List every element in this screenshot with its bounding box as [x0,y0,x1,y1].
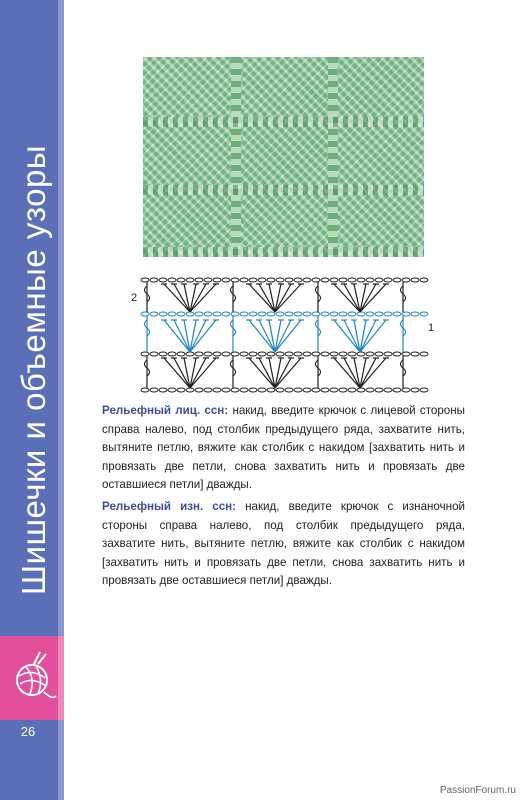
chain-stitch [357,278,365,282]
chain-stitch [231,312,239,316]
chain-stitch [294,278,302,282]
chain-stitch [267,388,275,392]
chart-symbols [141,278,428,392]
chain-stitch [159,352,167,356]
chain-stitch [240,312,248,316]
chain-stitch [141,312,149,316]
description-back-post: накид, введите крючок с изнаночной стороны справа налево, под столбик предыдущего ряда, захватите нить, вытяните петлю, вяжите как столбик с накидом [захватить нить и провязать две петли, снова захватить нить и провязать две оставшиеся петли] дважды. [102,500,465,587]
chain-stitch [231,278,239,282]
chain-stitch [168,278,176,282]
chain-stitch [141,352,149,356]
chain-stitch [186,312,194,316]
chain-stitch [231,352,239,356]
chain-stitch [177,352,185,356]
chain-stitch [213,352,221,356]
paragraph-back-post [102,498,465,591]
chain-stitch [357,312,365,316]
chapter-title: Шишечки и объемные узоры [15,144,52,596]
chain-stitch [240,278,248,282]
chain-stitch [357,388,365,392]
chain-stitch [150,312,158,316]
chain-stitch [312,352,320,356]
chain-stitch [294,312,302,316]
chain-stitch [231,388,239,392]
chain-stitch [411,278,419,282]
chain-stitch [249,312,257,316]
chain-stitch [222,352,230,356]
chain-stitch [339,388,347,392]
chain-stitch [366,312,374,316]
photo-row [143,185,424,195]
chain-stitch [384,312,392,316]
chain-stitch [159,278,167,282]
chain-stitch [357,352,365,356]
chain-stitch [375,352,383,356]
chain-stitch [159,312,167,316]
chain-stitch [294,352,302,356]
chain-stitch [420,312,428,316]
chain-stitch [420,278,428,282]
chain-stitch [195,312,203,316]
chain-stitch [204,388,212,392]
chain-stitch [186,352,194,356]
chain-stitch [168,312,176,316]
term-back-post: Рельефный изн. ссн: [102,500,237,513]
chain-stitch [213,312,221,316]
chain-stitch [177,278,185,282]
page-number: 26 [20,724,36,739]
chain-stitch [177,312,185,316]
photo-row [143,247,424,257]
row-label-1: 1 [428,322,435,334]
chain-stitch [330,388,338,392]
term-front-post: Рельефный лиц. ссн: [102,404,229,417]
chain-stitch [393,388,401,392]
chain-stitch [312,278,320,282]
chain-stitch [267,352,275,356]
chain-stitch [168,388,176,392]
chain-stitch [177,388,185,392]
chain-stitch [348,312,356,316]
chain-stitch [258,312,266,316]
chain-stitch [402,352,410,356]
paragraph-front-post [102,402,465,495]
chain-stitch [375,312,383,316]
chain-stitch [339,278,347,282]
chain-stitch [204,352,212,356]
chain-stitch [393,352,401,356]
chain-stitch [321,352,329,356]
chain-stitch [384,278,392,282]
chain-stitch [186,388,194,392]
chain-stitch [195,388,203,392]
chain-stitch [249,388,257,392]
chain-stitch [213,278,221,282]
chain-stitch [402,388,410,392]
photo-rib [231,57,241,257]
watermark: PassionForum.ru [439,785,516,796]
chain-stitch [258,278,266,282]
chain-stitch [168,352,176,356]
chain-stitch [204,312,212,316]
chain-stitch [330,352,338,356]
chain-stitch [150,352,158,356]
photo-row [143,117,424,127]
chain-stitch [366,352,374,356]
chain-stitch [348,388,356,392]
chain-stitch [294,388,302,392]
chain-stitch [348,278,356,282]
chain-stitch [366,278,374,282]
chain-stitch [276,312,284,316]
chain-stitch [276,352,284,356]
chain-stitch [348,352,356,356]
chain-stitch [375,278,383,282]
chain-stitch [141,388,149,392]
chain-stitch [384,388,392,392]
chain-stitch [258,352,266,356]
chain-stitch [339,312,347,316]
chain-stitch [303,278,311,282]
chain-stitch [393,312,401,316]
chain-stitch [321,278,329,282]
chain-stitch [411,312,419,316]
chain-stitch [420,388,428,392]
chain-stitch [339,352,347,356]
chain-stitch [402,278,410,282]
chain-stitch [213,388,221,392]
chain-stitch [267,312,275,316]
chain-stitch [249,352,257,356]
chain-stitch [312,312,320,316]
crochet-chart [125,272,445,397]
chain-stitch [222,312,230,316]
chain-stitch [285,312,293,316]
chain-stitch [321,312,329,316]
sidebar [0,0,64,800]
photo-rib [328,57,338,257]
chain-stitch [150,388,158,392]
chain-stitch [222,278,230,282]
chain-stitch [285,388,293,392]
chain-stitch [195,278,203,282]
chain-stitch [240,352,248,356]
row-label-2: 2 [131,292,138,304]
chain-stitch [159,388,167,392]
chain-stitch [420,352,428,356]
chain-stitch [186,278,194,282]
chain-stitch [321,388,329,392]
chain-stitch [393,278,401,282]
yarn-ball-icon [10,648,58,708]
chain-stitch [267,278,275,282]
chain-stitch [249,278,257,282]
chain-stitch [303,312,311,316]
chain-stitch [375,388,383,392]
chain-stitch [303,388,311,392]
chain-stitch [330,278,338,282]
pink-stripe [58,636,64,720]
chain-stitch [204,278,212,282]
chain-stitch [222,388,230,392]
chain-stitch [258,388,266,392]
chain-stitch [330,312,338,316]
chain-stitch [402,312,410,316]
chain-stitch [384,352,392,356]
chain-stitch [276,388,284,392]
chain-stitch [276,278,284,282]
chain-stitch [303,352,311,356]
chain-stitch [411,388,419,392]
chain-stitch [240,388,248,392]
chain-stitch [195,352,203,356]
chain-stitch [285,352,293,356]
chain-stitch [366,388,374,392]
chain-stitch [141,278,149,282]
chain-stitch [285,278,293,282]
description-front-post: накид, введите крючок с лицевой стороны справа налево, под столбик предыдущего ряда, захватите нить, вытяните петлю, вяжите как столбик с накидом [захватить нить и провязать две петли, снова захватить нить и провязать две оставшиеся петли] дважды. [102,404,465,491]
crochet-sample-photo [143,57,424,257]
chain-stitch [150,278,158,282]
chain-stitch [312,388,320,392]
chain-stitch [411,352,419,356]
